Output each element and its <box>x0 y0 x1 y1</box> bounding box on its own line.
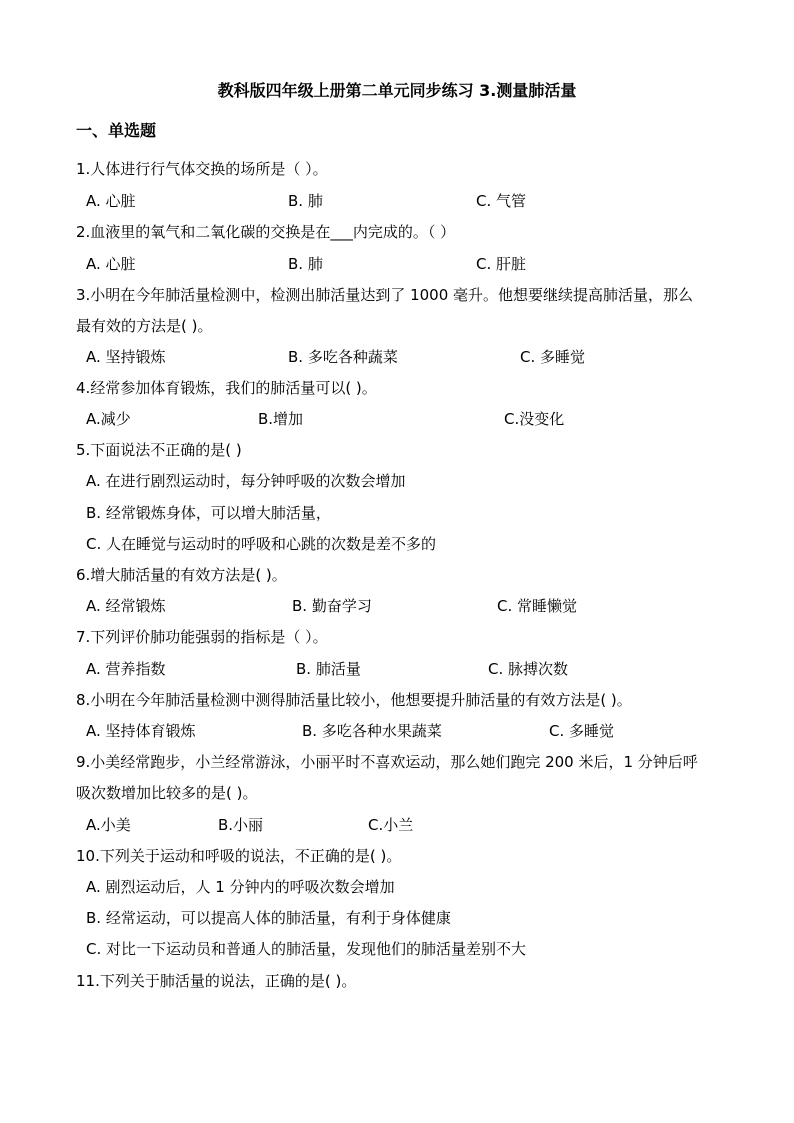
option-a: A. 坚持锻炼 <box>86 348 166 366</box>
question-4-options <box>86 408 736 430</box>
option-a: A. 营养指数 <box>86 660 166 678</box>
option-b: B. 多吃各种水果蔬菜 <box>302 722 442 740</box>
option-c: C. 脉搏次数 <box>488 660 569 678</box>
question-10-text: 10.下列关于运动和呼吸的说法，不正确的是( )。 <box>76 847 402 865</box>
question-3-options <box>86 346 736 368</box>
option-a: A. 心脏 <box>86 255 136 273</box>
question-6-text: 6.增大肺活量的有效方法是( )。 <box>76 566 287 584</box>
question-5-option-c: C. 人在睡觉与运动时的呼吸和心跳的次数是差不多的 <box>86 535 437 553</box>
option-b: B. 勤奋学习 <box>292 597 372 615</box>
option-b: B. 多吃各种蔬菜 <box>288 348 398 366</box>
option-a: A. 经常锻炼 <box>86 597 166 615</box>
question-5-text: 5.下面说法不正确的是( ) <box>76 441 242 459</box>
question-4-text: 4.经常参加体育锻炼，我们的肺活量可以( )。 <box>76 379 377 397</box>
question-3-text-line1: 3.小明在今年肺活量检测中，检测出肺活量达到了 1000 毫升。他想要继续提高肺活量，那么 <box>76 286 694 304</box>
question-2-options <box>86 253 736 275</box>
question-10-option-a: A. 剧烈运动后，人 1 分钟内的呼吸次数会增加 <box>86 878 395 896</box>
option-b: B.增加 <box>258 410 304 428</box>
question-7-options <box>86 658 736 680</box>
section-heading: 一、单选题 <box>76 121 157 140</box>
question-3-text-line2: 最有效的方法是( )。 <box>76 317 213 335</box>
option-c: C.没变化 <box>504 410 565 428</box>
question-9-text-line2: 吸次数增加比较多的是( )。 <box>76 784 258 802</box>
question-7-text: 7.下列评价肺功能强弱的指标是（ ）。 <box>76 628 328 646</box>
question-11-text: 11.下列关于肺活量的说法，正确的是( )。 <box>76 972 357 990</box>
option-c: C. 多睡觉 <box>549 722 615 740</box>
question-2-text: 2.血液里的氧气和二氧化碳的交换是在___内完成的。（ ） <box>76 223 456 241</box>
question-10-option-c: C. 对比一下运动员和普通人的肺活量，发现他们的肺活量差别不大 <box>86 940 527 958</box>
option-b: B.小丽 <box>218 816 264 834</box>
question-5-option-a: A. 在进行剧烈运动时，每分钟呼吸的次数会增加 <box>86 472 406 490</box>
question-9-options <box>86 814 736 836</box>
question-9-text-line1: 9.小美经常跑步，小兰经常游泳，小丽平时不喜欢运动，那么她们跑完 200 米后，1 分钟后呼 <box>76 753 698 771</box>
option-a: A.小美 <box>86 816 131 834</box>
option-b: B. 肺活量 <box>296 660 361 678</box>
option-a: A. 坚持体育锻炼 <box>86 722 196 740</box>
option-a: A. 心脏 <box>86 192 136 210</box>
option-c: C. 常睡懒觉 <box>497 597 578 615</box>
question-1-text: 1.人体进行行气体交换的场所是（ ）。 <box>76 160 328 178</box>
option-c: C. 肝脏 <box>476 255 527 273</box>
page-title: 教科版四年级上册第二单元同步练习 3.测量肺活量 <box>217 81 577 100</box>
option-c: C.小兰 <box>368 816 414 834</box>
question-5-option-b: B. 经常锻炼身体，可以增大肺活量， <box>86 504 331 522</box>
question-6-options <box>86 595 736 617</box>
option-b: B. 肺 <box>288 255 323 273</box>
question-8-options <box>86 720 736 742</box>
option-a: A.减少 <box>86 410 131 428</box>
question-10-option-b: B. 经常运动，可以提高人体的肺活量，有利于身体健康 <box>86 909 451 927</box>
option-c: C. 气管 <box>476 192 527 210</box>
option-c: C. 多睡觉 <box>520 348 586 366</box>
question-8-text: 8.小明在今年肺活量检测中测得肺活量比较小，他想要提升肺活量的有效方法是( )。 <box>76 691 632 709</box>
option-b: B. 肺 <box>288 192 323 210</box>
question-1-options <box>86 190 736 212</box>
